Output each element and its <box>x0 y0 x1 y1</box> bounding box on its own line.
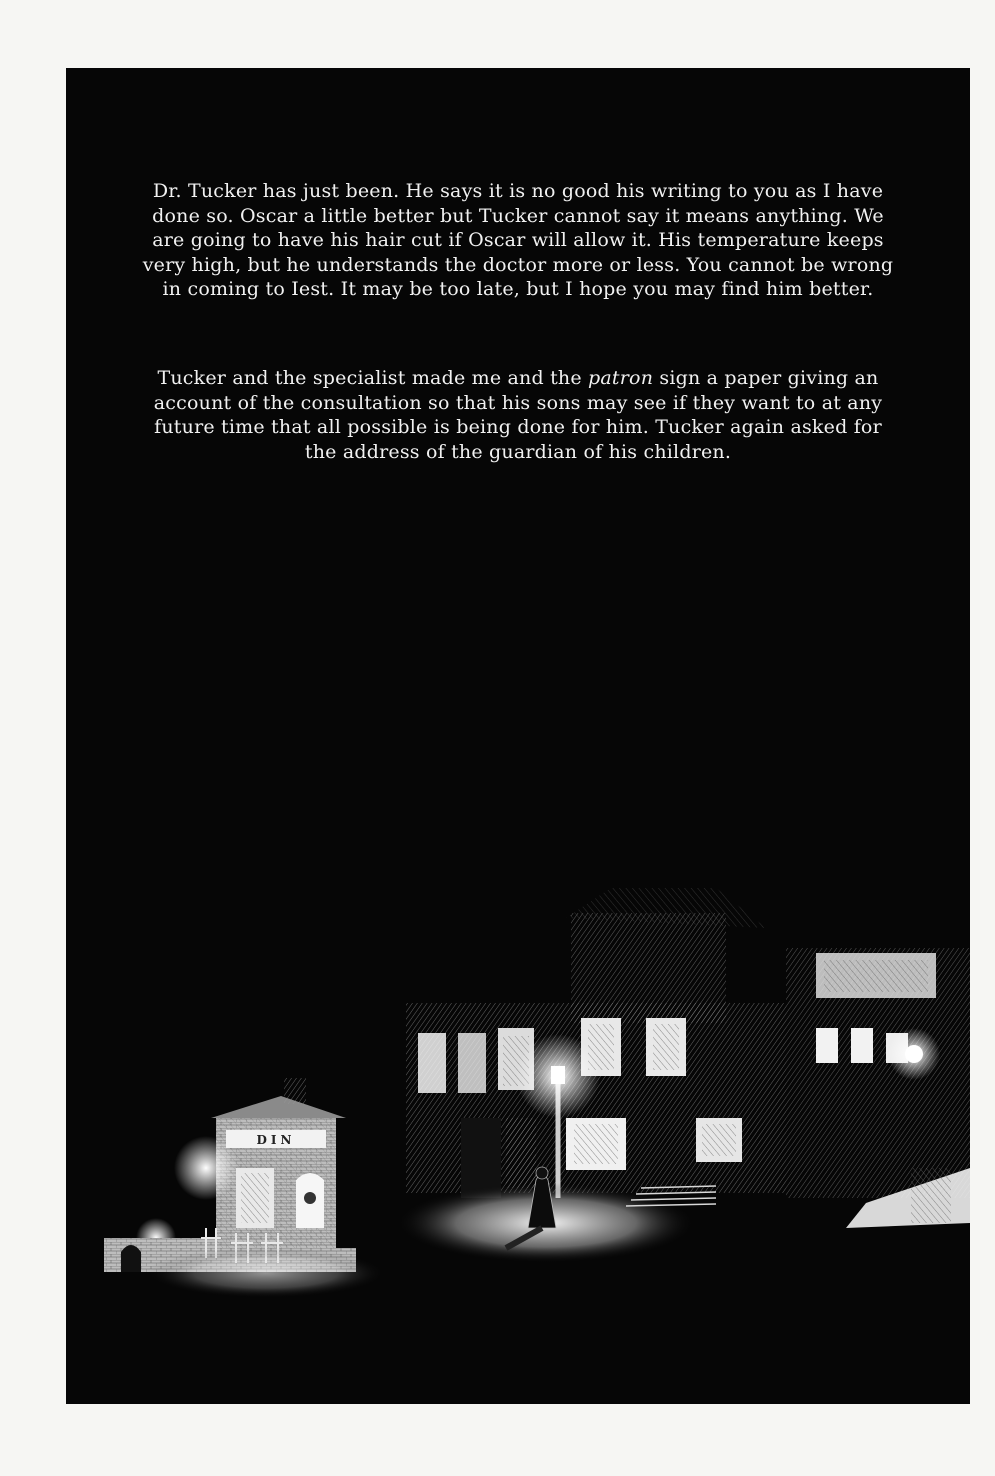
night-street-illustration <box>66 828 970 1404</box>
caption-narration <box>66 366 970 464</box>
cafe-lamp-glow <box>174 1136 238 1200</box>
central-building <box>406 888 786 1198</box>
caption-line: future time that all possible is being done for him. Tucker again asked for <box>154 416 882 438</box>
caption-letter <box>66 179 970 302</box>
street-lamp <box>888 1028 940 1080</box>
caption-line: Dr. Tucker has just been. He says it is no good his writing to you as I have <box>152 180 884 202</box>
caption-line: account of the consultation so that his sons may see if they want to at any <box>153 391 883 414</box>
right-building <box>786 948 970 1228</box>
caption-line: in coming to Iest. It may be too late, but I hope you may find him better. <box>162 278 874 300</box>
caption-line <box>66 366 970 391</box>
caption-italic-word: patron <box>588 367 654 389</box>
caption-line: are going to have his hair cut if Oscar will allow it. His temperature keeps <box>152 229 884 251</box>
caption-text: Tucker and the specialist made me and the <box>157 367 589 389</box>
caption-line: very high, but he understands the doctor more or less. You cannot be wrong <box>142 253 894 276</box>
cafe-light-pool <box>146 1248 386 1298</box>
caption-line: done so. Oscar a little better but Tucker cannot say it means anything. We <box>152 204 884 227</box>
comic-panel <box>66 68 970 1404</box>
caption-line: the address of the guardian of his children. <box>304 440 732 463</box>
cafe-sign-text: DIN <box>256 1133 296 1147</box>
caption-text: sign a paper giving an <box>653 367 879 389</box>
